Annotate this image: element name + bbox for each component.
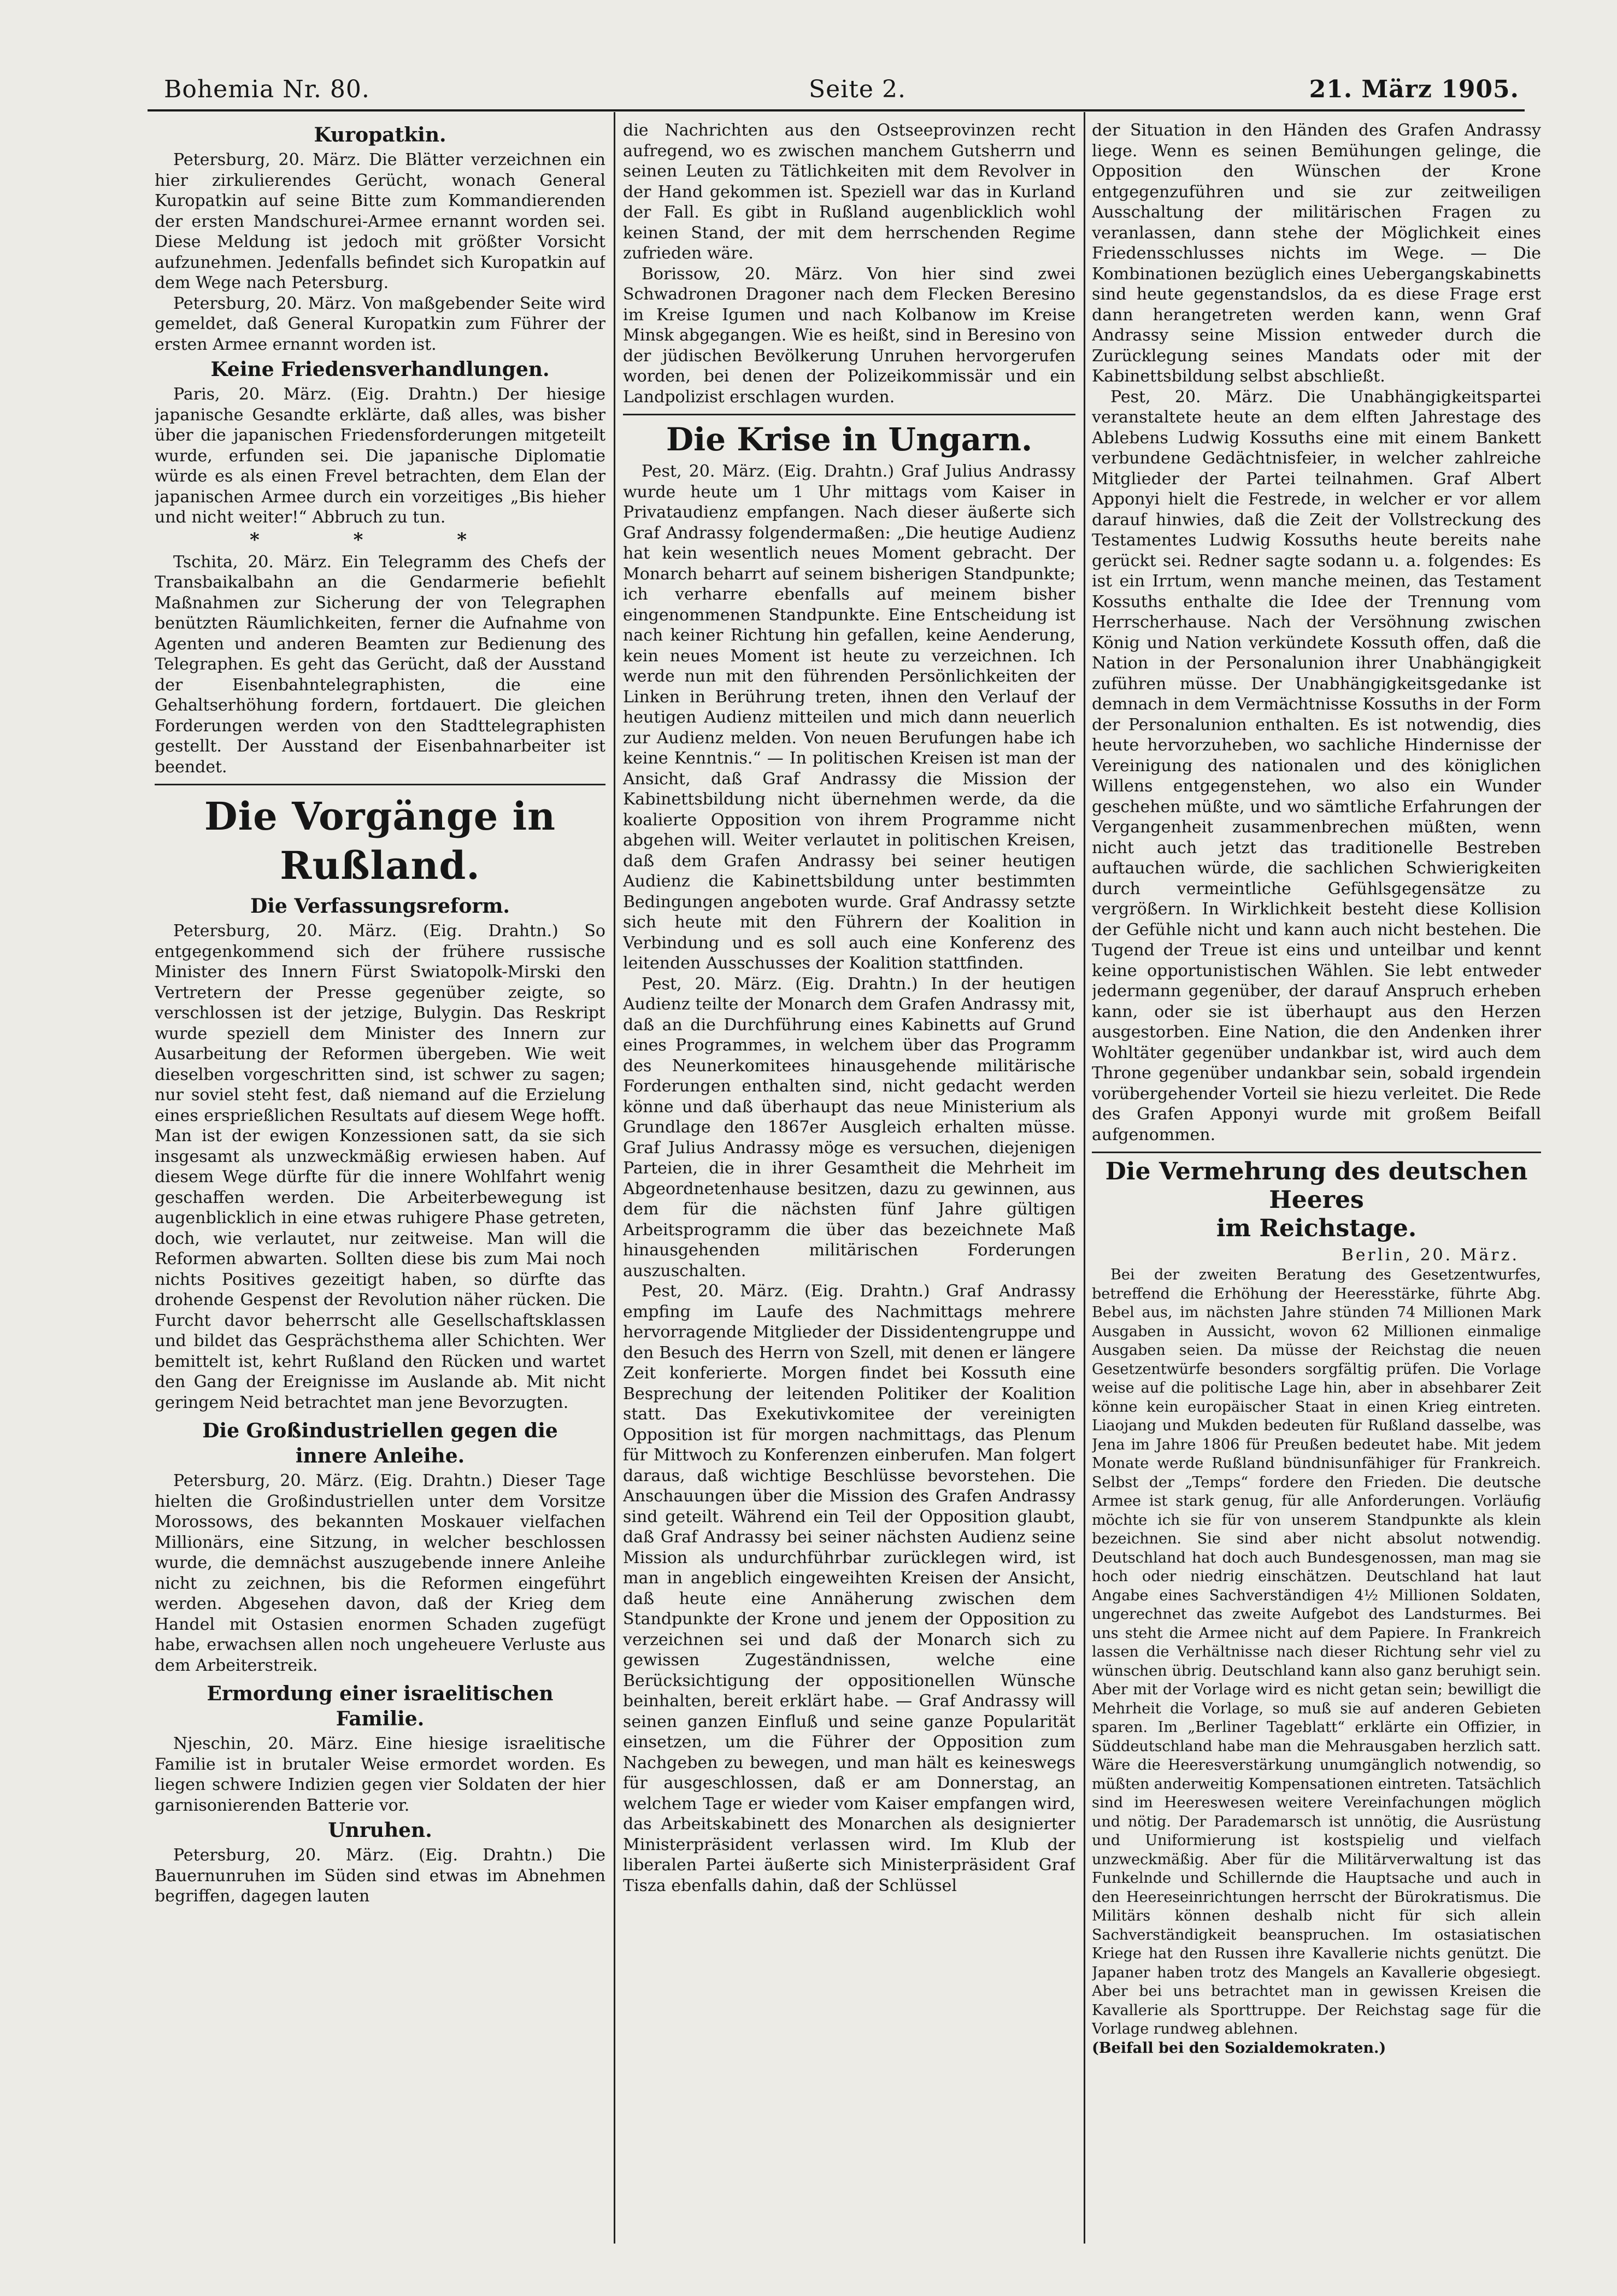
header-rule bbox=[148, 109, 1525, 111]
section-rule bbox=[623, 414, 1075, 415]
article-paragraph: Borissow, 20. März. Von hier sind zwei Schwadronen Dragoner nach dem Flecken Beresino im Kreise Igumen und nach Kolbanow im Kreise Minsk abgegangen. Wie es heißt, sind in Beresino von der jüdischen Bevölkerung Unruhen hervorgerufen worden, bei denen der Polizeikommissär und ein Landpolizist erschlagen wurden. bbox=[623, 264, 1075, 407]
page-header bbox=[164, 70, 1519, 114]
heading-vermehrung-line2: im Reichstage. bbox=[1216, 1214, 1417, 1242]
heading-ermordung-line1: Ermordung einer israelitischen bbox=[207, 1682, 554, 1705]
article-paragraph: der Situation in den Händen des Grafen Andrassy liege. Wenn es seinen Bemühungen gelinge, die Opposition den Wünschen der Krone entgegenzuführen und sie zur zeitweiligen Ausschaltung der militärischen Fragen zu veranlassen, dann stehe der Möglichkeit eines Friedensschlusses nichts im Wege. — Die Kombinationen bezüglich eines Uebergangskabinetts sind heute gegenstandslos, da es diese Frage erst dann herangetreten werden kann, wenn Graf Andrassy seine Mission entweder durch die Zurücklegung seines Mandats oder mit der Kabinettsbildung selbst abschließt. bbox=[1092, 121, 1541, 386]
column-rule-2 bbox=[1084, 112, 1085, 2244]
article-paragraph: Pest, 20. März. Die Unabhängigkeitspartei veranstaltete heute an dem elften Jahrestage des Ablebens Ludwig Kossuths eine mit einem Bankett verbundene Gedächtnisfeier, in welcher zahlreiche Mitglieder der Partei teilnahmen. Graf Albert Apponyi hielt die Festrede, in welcher er vor allem darauf hinwies, daß die Zeit der Vollstreckung des Testamentes Ludwig Kossuths heute bereits nahe gerückt sei. Redner sagte sodann u. a. folgendes: Es ist ein Irrtum, wenn manche meinen, das Testament Kossuths enthalte die Idee der Trennung vom Herrscherhause. Nach der Versöhnung zwischen König und Nation verkündete Kossuth offen, daß die Nation in der Personalunion ihrer Unabhängigkeit zuführen müsse. Der Unabhängigkeitsgedanke ist demnach in dem Vermächtnisse Kossuths in der Form der Personalunion enthalten. Es ist notwendig, dies heute hervorzuheben, wo sachliche Hindernisse der Vereinigung des nationalen und des königlichen Willens entgegenstehen, wo also ein Wunder geschehen müßte, und wo sämtliche Erfahrungen der Vergangenheit zusammenbrechen müßten, wenn nicht auch jetzt das traditionelle Bestreben auftauchen würde, die sachlichen Schwierigkeiten durch vermeintliche Gefühlsgegensätze zu vergrößern. In Wirklichkeit besteht diese Kollision der Gefühle nicht und kann auch nicht bestehen. Die Tugend der Treue ist eins und unteilbar und kennt keine opportunistischen Wählen. Sie lebt entweder jedermann gegenüber, der darauf Anspruch erheben kann, oder sie ist überhaupt aus den Herzen ausgestorben. Eine Nation, die den Andenken ihrer Wohltäter gegenüber undankbar ist, wird auch dem Throne gegenüber undankbar sein, sobald irgendein vorübergehender Vorteil sie hiezu verleitet. Die Rede des Grafen Apponyi wurde mit großem Beifall aufgenommen. bbox=[1092, 387, 1541, 1144]
heading-ermordung-line2: Familie. bbox=[336, 1707, 425, 1730]
article-paragraph: Paris, 20. März. (Eig. Drahtn.) Der hiesige japanische Gesandte erklärte, daß alles, was bisher über die japanischen Friedensforderungen mitgeteilt wurde, erfunden sei. Die japanische Diplomatie würde es als einen Frevel betrachten, dem Elan der japanischen Armee durch ein vorzeitiges „Bis hieher und nicht weiter!“ Abbruch zu tun. bbox=[155, 385, 605, 527]
heading-keine-friedensverhandlungen: Keine Friedensverhandlungen. bbox=[210, 358, 550, 381]
heading-unruhen: Unruhen. bbox=[328, 1819, 432, 1842]
article-paragraph: Petersburg, 20. März. (Eig. Drahtn.) So entgegenkommend sich der frühere russische Minister des Innern Fürst Swiatopolk-Mirski den Vertretern der Presse gegenüber zeigte, so verschlossen ist der jetzige, Bulygin. Das Reskript wurde speziell dem Minister des Innern zur Ausarbeitung der Reformen übergeben. Wie weit dieselben vorgeschritten sind, ist schwer zu sagen; nur soviel steht fest, daß niemand auf die Erzielung eines ersprießlichen Resultats auf diesem Wege hofft. Man ist der ewigen Konzessionen satt, da sie sich insgesamt als unzweckmäßig erwiesen haben. Auf diesem Wege dürfte für die innere Wohlfahrt wenig geschaffen werden. Die Arbeiterbewegung ist augenblicklich in eine etwas ruhigere Phase getreten, doch, wie verlautet, nur zeitweise. Man will die Reformen abwarten. Sollten diese bis zum Mai noch nichts Positives gezeitigt haben, so dürfte das drohende Gespenst der Revolution näher rücken. Die Furcht davor beherrscht alle Gesellschaftsklassen und bildet das Gesprächsthema aller Schichten. Wer bemittelt ist, kehrt Rußland den Rücken und wartet den Gang der Ereignisse im Auslande ab. Mit nicht geringem Neid betrachtet man jene Bevorzugten. bbox=[155, 921, 605, 1412]
article-paragraph: Petersburg, 20. März. (Eig. Drahtn.) Die Bauernunruhen im Süden sind etwas im Abnehmen begriffen, dagegen lauten bbox=[155, 1846, 605, 1906]
article-closing-note: (Beifall bei den Sozialdemokraten.) bbox=[1092, 2039, 1386, 2057]
column-3 bbox=[1092, 120, 1541, 2274]
column-rule-1 bbox=[614, 112, 615, 2244]
heading-die-krise-in-ungarn: Die Krise in Ungarn. bbox=[666, 421, 1033, 458]
heading-grossindustrielle-line1: Die Großindustriellen gegen die bbox=[202, 1419, 558, 1442]
heading-kuropatkin: Kuropatkin. bbox=[314, 124, 446, 146]
article-paragraph: Petersburg, 20. März. Von maßgebender Seite wird gemeldet, daß General Kuropatkin zum Führer der ersten Armee ernannt worden ist. bbox=[155, 293, 605, 354]
article-paragraph: Pest, 20. März. (Eig. Drahtn.) In der heutigen Audienz teilte der Monarch dem Grafen Andrassy mit, daß an die Durchführung eines Kabinetts auf Grund eines Programmes, in welchem über das Programm des Neunerkomitees hinausgehende militärische Forderungen enthalten sind, nicht gedacht werden könne und daß überhaupt das neue Ministerium als Grundlage den 1867er Ausgleich erhalten müsse. Graf Julius Andrassy möge es versuchen, diejenigen Parteien, die in ihrer Gesamtheit die Mehrheit im Abgeordnetenhause besitzen, dazu zu gewinnen, aus dem für die nächsten fünf Jahre gültigen Arbeitsprogramm die über das bezeichnete Maß hinausgehenden militärischen Forderungen auszuschalten. bbox=[623, 974, 1075, 1281]
section-separator-asterisks: * * * bbox=[249, 529, 510, 551]
article-paragraph: Petersburg, 20. März. (Eig. Drahtn.) Dieser Tage hielten die Großindustriellen unter dem Vorsitze Morossows, des bekannten Moskauer vielfachen Millionärs, eine Sitzung, in welcher beschlossen wurde, die demnächst auszugebende innere Anleihe nicht zu zeichnen, bis die Reformen eingeführt werden. Abgesehen davon, daß der Krieg dem Handel mit Ostasien enormen Schaden zugefügt habe, erwachsen allen noch ungeheuere Verluste aus dem Arbeiterstreik. bbox=[155, 1471, 605, 1675]
article-paragraph: Petersburg, 20. März. Die Blätter verzeichnen ein hier zirkulierendes Gerücht, wonach General Kuropatkin auf seine Bitte zum Kommandierenden der ersten Mandschurei-Armee ernannt worden sei. Diese Meldung ist jedoch mit größter Vorsicht aufzunehmen. Jedenfalls befindet sich Kuropatkin auf dem Wege nach Petersburg. bbox=[155, 150, 605, 292]
heading-vermehrung-line1: Die Vermehrung des deutschen Heeres bbox=[1105, 1158, 1528, 1214]
heading-grossindustrielle-line2: innere Anleihe. bbox=[295, 1444, 465, 1467]
article-paragraph: Njeschin, 20. März. Eine hiesige israelitische Familie ist in brutaler Weise ermordet worden. Es liegen schwere Indizien gegen vier Soldaten der hier garnisonierenden Batterie vor. bbox=[155, 1734, 605, 1815]
dateline-berlin: Berlin, 20. März. bbox=[1341, 1246, 1519, 1265]
section-rule bbox=[1092, 1152, 1541, 1153]
article-paragraph: Tschita, 20. März. Ein Telegramm des Chefs der Transbaikalbahn an die Gendarmerie befiehlt Maßnahmen zur Sicherung der von Telegraphen benützten Räumlichkeiten, ferner die Aufnahme von Agenten und anderen Beamten zur Bedienung des Telegraphen. Es geht das Gerücht, daß der Ausstand der Eisenbahntelegraphisten, die eine Gehaltserhöhung fordern, fortdauert. Die gleichen Forderungen werden von den Stadttelegraphisten gestellt. Der Ausstand der Eisenbahnarbeiter ist beendet. bbox=[155, 552, 605, 777]
column-1 bbox=[155, 120, 605, 2274]
heading-die-vorgaenge-in-russland: Die Vorgänge in Rußland. bbox=[204, 794, 556, 888]
column-2 bbox=[623, 120, 1075, 2274]
header-page-number: Seite 2. bbox=[809, 75, 906, 103]
header-issue: Bohemia Nr. 80. bbox=[164, 75, 370, 103]
article-paragraph: Pest, 20. März. (Eig. Drahtn.) Graf Julius Andrassy wurde heute um 1 Uhr mittags vom Kaiser in Privataudienz empfangen. Nach dieser äußerte sich Graf Andrassy folgendermaßen: „Die heutige Audienz hat kein wesentlich neues Moment gebracht. Der Monarch beharrt auf seinem bisherigen Standpunkte; ich verharre ebenfalls auf meinem bisher eingenommenen Standpunkte. Eine Entscheidung ist nach keiner Richtung hin gefallen, keine Aenderung, kein neues Moment ist heute zu verzeichnen. Ich werde nun mit den führenden Persönlichkeiten der Linken in Berührung treten, ihnen den Verlauf der heutigen Audienz mitteilen und mich dann neuerlich zur Audienz melden. Von neuen Berufungen habe ich keine Kenntnis.“ — In politischen Kreisen ist man der Ansicht, daß Graf Andrassy die Mission der Kabinettsbildung nicht übernehmen werde, da die koalierte Opposition von ihrem Programme nicht abgehen will. Weiter verlautet in politischen Kreisen, daß dem Grafen Andrassy bei seiner heutigen Audienz die Kabinettsbildung unter bestimmten Bedingungen angeboten wurde. Graf Andrassy setzte sich heute mit den Führern der Koalition in Verbindung und es soll auch eine Konferenz des leitenden Ausschusses der Koalition stattfinden. bbox=[623, 462, 1075, 973]
heading-verfassungsreform: Die Verfassungsreform. bbox=[250, 895, 510, 918]
article-paragraph: Pest, 20. März. (Eig. Drahtn.) Graf Andrassy empfing im Laufe des Nachmittags mehrere hervorragende Mitglieder der Dissidentengruppe und den Besuch des Herrn von Szell, mit denen er längere Zeit konferierte. Morgen findet bei Kossuth eine Besprechung der leitenden Politiker der Koalition statt. Das Exekutivkomitee der vereinigten Opposition ist für morgen nachmittags, das Plenum für Mittwoch zu Konferenzen einberufen. Man folgert daraus, daß wichtige Beschlüsse bevorstehen. Die Anschauungen über die Mission des Grafen Andrassy sind geteilt. Während ein Teil der Opposition glaubt, daß Graf Andrassy bei seiner nächsten Audienz seine Mission als undurchführbar zurücklegen wird, ist man in angeblich eingeweihten Kreisen der Ansicht, daß heute eine Annäherung zwischen dem Standpunkte der Krone und jenem der Opposition zu verzeichnen sei und daß der Monarch sich zu gewissen Zugeständnissen, welche eine Berücksichtigung der oppositionellen Wünsche beinhalten, bereit erklärt habe. — Graf Andrassy will seinen ganzen Einfluß und seine ganze Popularität einsetzen, um die Führer der Opposition zum Nachgeben zu bewegen, und man hält es keineswegs für ausgeschlossen, daß er am Donnerstag, an welchem Tage er wieder vom Kaiser empfangen wird, das Arbeitskabinett des Monarchen als designierter Ministerpräsident verlassen wird. Im Klub der liberalen Partei äußerte sich Ministerpräsident Graf Tisza ebenfalls dahin, daß der Schlüssel bbox=[623, 1282, 1075, 1895]
article-paragraph: Bei der zweiten Beratung des Gesetzentwurfes, betreffend die Erhöhung der Heeresstärke, führte Abg. Bebel aus, im nächsten Jahre stünden 74 Millionen Mark Ausgaben in Aussicht, wovon 62 Millionen einmalige Ausgaben seien. Da müsse der Reichstag die neuen Gesetzentwürfe besonders sorgfältig prüfen. Die Vorlage weise auf die politische Lage hin, aber in absehbarer Zeit könne kein europäischer Staat in einen Krieg eintreten. Liaojang und Mukden bedeuten für Rußland dasselbe, was Jena im Jahre 1806 für Preußen bedeutet habe. Mit jedem Monate werde Rußland bündnisunfähiger für Frankreich. Selbst der „Temps“ fordere den Frieden. Die deutsche Armee ist stark genug, für alle Anforderungen. Vorläufig möchte ich sie für von unserem Standpunkte als klein bezeichnen. Sie sind aber nicht absolut notwendig. Deutschland hat doch auch Bundesgenossen, man mag sie hoch oder niedrig einschätzen. Deutschland hat laut Angabe eines Sachverständigen 4½ Millionen Soldaten, ungerechnet das zweite Aufgebot des Landsturmes. Bei uns steht die Armee nicht auf dem Papiere. In Frankreich lassen die Verhältnisse nach dieser Richtung sehr viel zu wünschen übrig. Deutschland kann also ganz beruhigt sein. Aber mit der Vorlage wird es nicht getan sein; bewilligt die Mehrheit die Vorlage, so muß sie auf anderen Gebieten sparen. Im „Berliner Tageblatt“ erklärte ein Offizier, in Süddeutschland habe man die Mehrausgaben herzlich satt. Wäre die Heeresverstärkung unumgänglich notwendig, so müßten anderweitig Kompensationen eintreten. Tatsächlich sind im Heereswesen weitere Vereinfachungen möglich und nötig. Der Parademarsch ist unnötig, die Ausrüstung und Uniformierung ist kostspielig und vielfach unzweckmäßig. Aber für die Militärverwaltung ist das Funkelnde und Schillernde die Hauptsache und auch in den Heereseinrichtungen herrscht der Bürokratismus. Die Militärs können deshalb nicht für sich allein Sachverständigkeit beanspruchen. Im ostasiatischen Kriege hat den Russen ihre Kavallerie nichts genützt. Die Japaner haben trotz des Mangels an Kavallerie obgesiegt. Aber bei uns betrachtet man in gewissen Kreisen die Kavallerie als Sporttruppe. Der Reichstag sage für die Vorlage rundweg ablehnen. bbox=[1092, 1266, 1541, 2037]
article-paragraph: die Nachrichten aus den Ostseeprovinzen recht aufregend, wo es zwischen manchem Gutsherrn und seinen Leuten zu Tätlichkeiten mit dem Revolver in der Hand gekommen ist. Speziell war das in Kurland der Fall. Es gibt in Rußland augenblicklich wohl keinen Stand, der mit dem herrschenden Regime zufrieden wäre. bbox=[623, 121, 1075, 263]
header-date: 21. März 1905. bbox=[1309, 75, 1519, 103]
section-rule bbox=[155, 784, 605, 785]
